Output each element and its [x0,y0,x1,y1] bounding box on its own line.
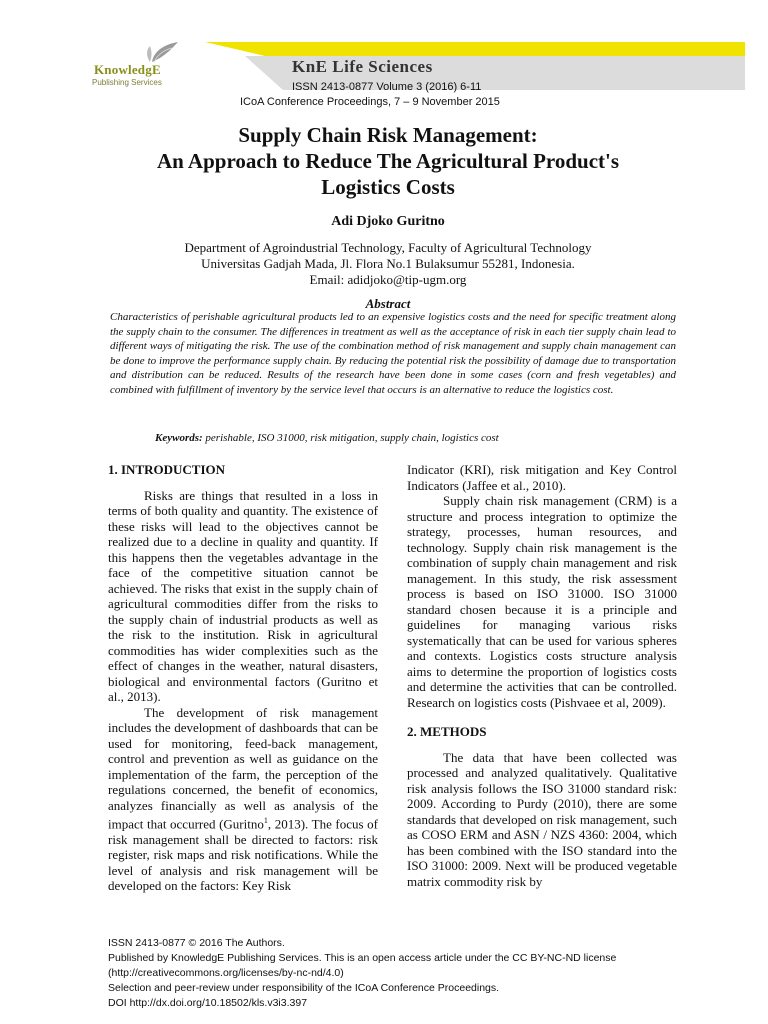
logo-brand: KnowledgE [94,62,161,77]
author-name: Adi Djoko Guritno [331,214,445,229]
email-line: Email: adidjoko@tip-ugm.org [309,272,467,287]
affiliation [90,240,686,288]
issn-line: ISSN 2413-0877 Volume 3 (2016) 6-11 [292,81,482,93]
title-line: Logistics Costs [321,175,455,199]
publisher-logo [92,40,202,92]
keywords-line [155,432,499,444]
abstract-heading: Abstract [365,296,411,311]
footer-issn: ISSN 2413-0877 © 2016 The Authors. [108,937,285,949]
methods-heading: 2. METHODS [407,724,487,739]
footer-license: Published by KnowledgE Publishing Services. This is an open access article under the CC BY-NC-ND license [108,952,617,964]
footer-peer-review: Selection and peer-review under responsibility of the ICoA Conference Proceedings. [108,982,500,994]
journal-name: KnE Life Sciences [292,57,433,76]
conference-line: ICoA Conference Proceedings, 7 – 9 November 2015 [240,96,500,108]
leaf-icon [132,40,192,64]
affiliation-line: Universitas Gadjah Mada, Jl. Flora No.1 Bulaksumur 55281, Indonesia. [201,256,575,271]
title-line: Supply Chain Risk Management: [238,123,538,147]
methods-paragraph-1: The data that have been collected was processed and analyzed qualitatively. Qualitative risk analysis follows the ISO 31000 standard risk: 2009. According to Purdy (2010), there are some standards that developed on risk management, such as COSO ERM and ASN / NZS 4360: 2004, which has been combined with the ISO standard into the ISO 31000: 2009. Next will be produced vegetable matrix commodity risk by [407,749,677,889]
intro-heading: 1. INTRODUCTION [108,462,226,477]
right-column [407,462,677,889]
footer-doi[interactable]: DOI http://dx.doi.org/10.18502/kls.v3i3.397 [108,997,308,1009]
intro-paragraph-2 [108,705,378,894]
title-line: An Approach to Reduce The Agricultural Product's [156,149,620,173]
affiliation-line: Department of Agroindustrial Technology, Faculty of Agricultural Technology [184,240,592,255]
logo-subtitle: Publishing Services [92,78,162,87]
right-paragraph-1: Indicator (KRI), risk mitigation and Key Control Indicators (Jaffee et al., 2010). [407,462,677,493]
header-yellow-band [205,42,745,56]
paper-title [90,122,686,200]
footnote-ref: 1 [263,816,268,825]
intro-paragraph-2-a: The development of risk management includes the development of dashboards that can be used for monitoring, feed-back management, control and prevention as well as guidance on the implementation of the farm, the perception of the regulations concerned, the benefit of economics, analyzes financially as well as analysis of the impact that occurred (Guritno [108,704,378,832]
intro-paragraph-1: Risks are things that resulted in a loss in terms of both quality and quantity. The existence of these risks will lead to the objectives cannot be realized due to a decline in quality and quantity. If this happens then the vegetables advantage in the face of the competitive situation cannot be achieved. The risks that exist in the supply chain of agricultural commodities differ from the risks to the supply chain of industrial products as well as the risk to the institution. Risk in agricultural commodities has wider complexities such as the effect of changes in the weather, natural disasters, biological and environmental factors (Guritno et al., 2013). [108,487,378,704]
left-column [108,462,378,894]
intro-paragraph-2-b: , 2013). The focus of risk management shall be directed to factors: risk register, risk maps and risk notifications. While the level of analysis and risk management will be developed on the factors: Key Risk [108,816,379,894]
footer-license-url[interactable]: (http://creativecommons.org/licenses/by-nc-nd/4.0) [108,967,344,979]
keywords-label: Keywords: [155,432,203,444]
keywords-list: perishable, ISO 31000, risk mitigation, supply chain, logistics cost [205,432,499,444]
right-paragraph-2: Supply chain risk management (CRM) is a structure and process integration to optimize the strategy, processes, human resources, and technology. Supply chain risk management is the combination of supply chain management and risk management. In this study, the risk assessment process is based on ISO 31000. ISO 31000 standard chosen because it is a principle and guidelines for managing various risks systematically that can be used for various spheres and contexts. Logistics costs structure analysis aims to determine the proportion of logistics costs and determine the activities that can be controlled. Research on logistics costs (Pishvaee et al, 2009). [407,493,677,710]
abstract-text: Characteristics of perishable agricultural products led to an expensive logistics costs and the need for specific treatment along the supply chain to the consumer. The differences in treatment as well as the acceptance of risk in each tier supply chain lead to different ways of mitigating the risk. The use of the combination method of risk management and supply chain management can be done to improve the performance supply chain. By reducing the potential risk the possibility of damage due to transportation and distribution can be reduced. Results of the research have been done in some cases (corn and fresh vegetables) and combined with fulfillment of inventory by the service level that occurs is an alternative to reduce the logistics cost. [110,311,676,396]
footer [108,936,728,1011]
